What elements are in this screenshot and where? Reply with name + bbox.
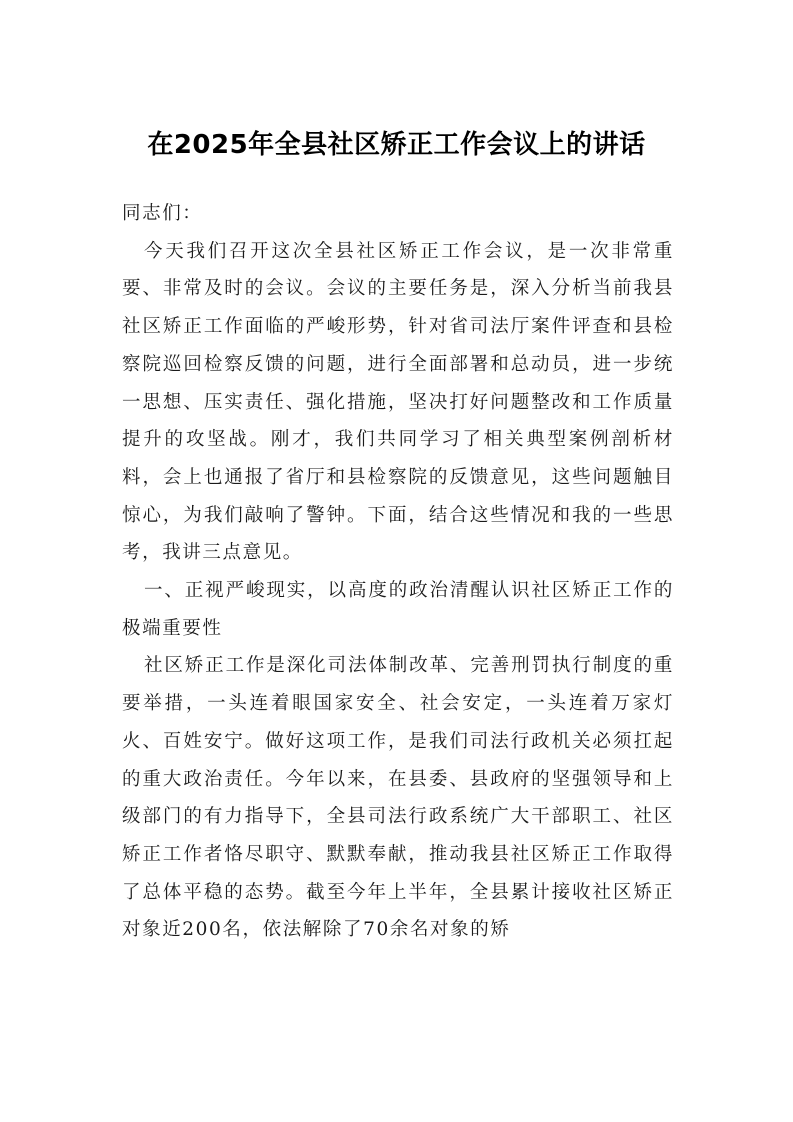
- section-heading-one: 一、正视严峻现实，以高度的政治清醒认识社区矫正工作的极端重要性: [122, 580, 674, 639]
- salutation: 同志们：: [122, 203, 203, 224]
- paragraph-opening: 今天我们召开这次全县社区矫正工作会议，是一次非常重要、非常及时的会议。会议的主要任务是，深入分析当前我县社区矫正工作面临的严峻形势，针对省司法厅案件评查和县检察院巡回检察反馈的问题，进行全面部署和总动员，进一步统一思想、压实责任、强化措施，坚决打好问题整改和工作质量提升的攻坚战。刚才，我们共同学习了相关典型案例剖析材料，会上也通报了省厅和县检察院的反馈意见，这些问题触目惊心，为我们敲响了警钟。下面，结合这些情况和我的一些思考，我讲三点意见。: [122, 240, 674, 564]
- document-body: [122, 195, 674, 949]
- paragraph-section-one: 社区矫正工作是深化司法体制改革、完善刑罚执行制度的重要举措，一头连着眼国家安全、社会安定，一头连着万家灯火、百姓安宁。做好这项工作，是我们司法行政机关必须扛起的重大政治责任。今年以来，在县委、县政府的坚强领导和上级部门的有力指导下，全县司法行政系统广大干部职工、社区矫正工作者恪尽职守、默默奉献，推动我县社区矫正工作取得了总体平稳的态势。截至今年上半年，全县累计接收社区矫正对象近200名，依法解除了70余名对象的矫: [122, 655, 674, 941]
- document-title: 在2025年全县社区矫正工作会议上的讲话: [147, 130, 646, 160]
